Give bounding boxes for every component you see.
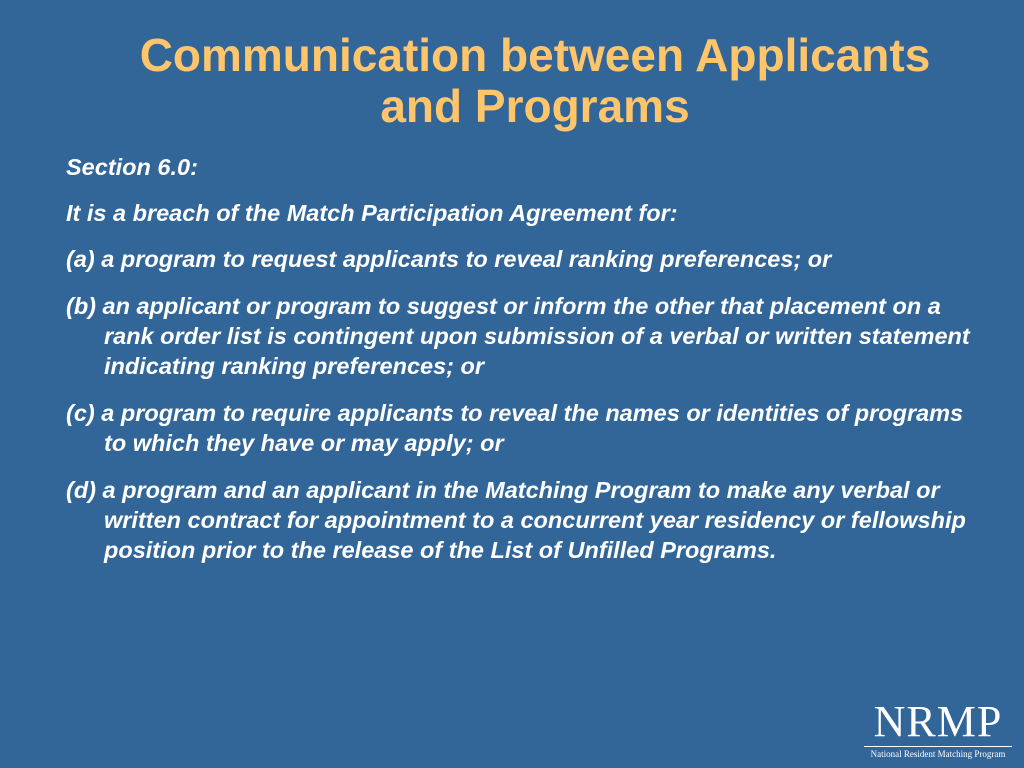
slide-title-line-2: and Programs: [380, 80, 690, 132]
breach-item-b: (b) an applicant or program to suggest or inform the other that placement on a rank order list is contingent upon submission of a verbal or written statement indicating ranking preferences; or: [66, 293, 970, 379]
logo-divider: [864, 746, 1012, 747]
logo-subtitle: National Resident Matching Program: [870, 749, 1006, 759]
section-label: Section 6.0:: [66, 154, 198, 180]
nrmp-logo: [858, 697, 1018, 764]
breach-item-d: (d) a program and an applicant in the Matching Program to make any verbal or written contract for appointment to a concurrent year residency or fellowship position prior to the release of the List of Unfilled Programs.: [66, 477, 966, 563]
slide-body: [66, 152, 971, 582]
logo-wordmark: NRMP: [873, 697, 1003, 746]
breach-item-c: (c) a program to require applicants to reveal the names or identities of programs to which they have or may apply; or: [66, 400, 964, 456]
breach-item-a: (a) a program to request applicants to reveal ranking preferences; or: [66, 246, 832, 272]
slide-title: [40, 30, 1024, 132]
intro-text: It is a breach of the Match Participation Agreement for:: [66, 200, 678, 226]
slide-title-line-1: Communication between Applicants: [139, 29, 931, 81]
